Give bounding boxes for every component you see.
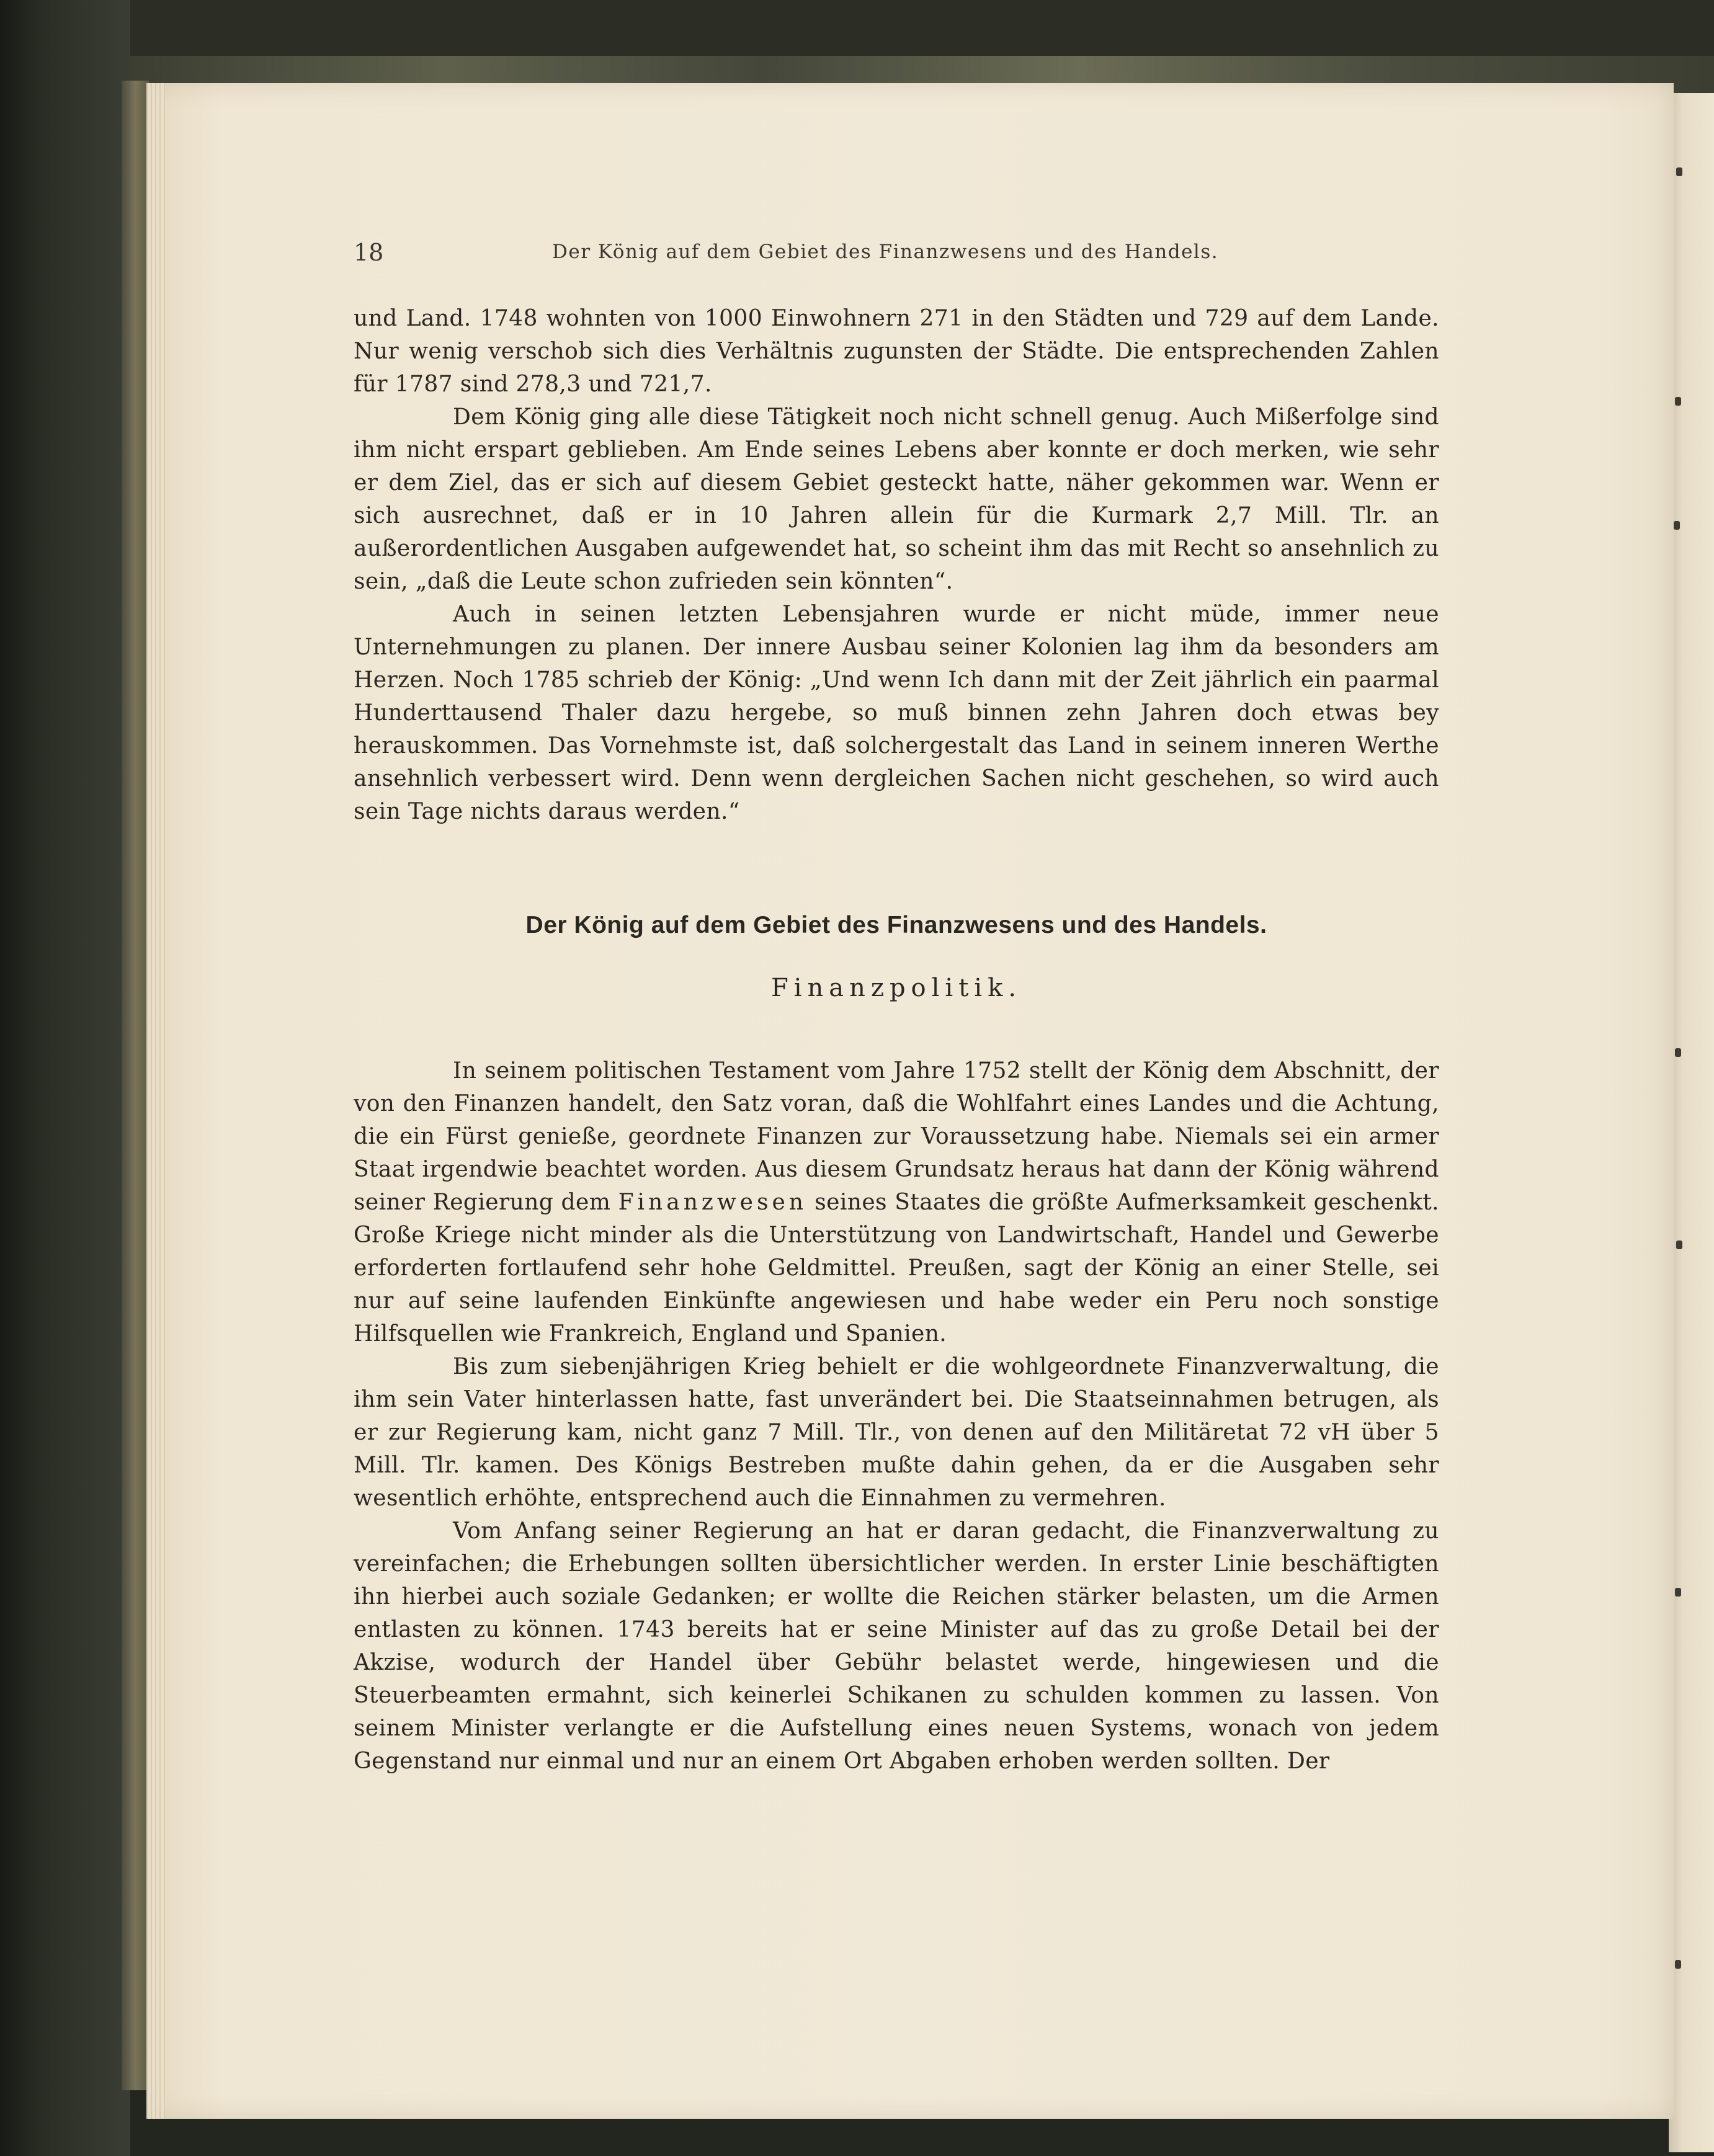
paragraph <box>354 1054 1439 1350</box>
paragraph: Bis zum siebenjährigen Krieg behielt er die wohlgeordnete Finanzverwaltung, die ihm sein Vater hinterlassen hatte, fast unverändert bei. Die Staatseinnahmen betrugen, als er zur Regierung kam, nicht ganz 7 Mill. Tlr., von denen auf den Militäretat 72 vH über 5 Mill. Tlr. kamen. Des Königs Bestreben mußte dahin gehen, da er die Ausgaben sehr wesentlich erhöhte, entsprechend auch die Einnahmen zu vermehren. <box>354 1354 1439 1511</box>
text-section-1 <box>354 302 1439 828</box>
paragraph-text: seines Staates die größte Aufmerksamkeit geschenkt. Große Kriege nicht minder als die Unterstützung von Landwirtschaft, Handel und Gewerbe erforderten fortlaufend sehr hohe Geldmittel. Preußen, sagt der König an einer Stelle, sei nur auf seine laufenden Einkünfte angewiesen und habe weder ein Peru noch sonstige Hilfsquellen wie Frankreich, England und Spanien. <box>354 1190 1439 1347</box>
paragraph-text: In seinem politischen Testament vom Jahre 1752 stellt der König dem Abschnitt, der von den Finanzen handelt, den Satz voran, daß die Wohlfahrt eines Landes und die Achtung, die ein Fürst genieße, geordnete Finanzen zur Voraussetzung habe. Niemals sei ein armer Staat irgendwie beachtet worden. Aus diesem Grundsatz heraus hat dann der König während seiner Regierung dem <box>354 1058 1439 1215</box>
paragraph: Vom Anfang seiner Regierung an hat er daran gedacht, die Finanzverwaltung zu vereinfachen; die Erhebungen sollten übersichtlicher werden. In erster Linie beschäftigten ihn hierbei auch soziale Gedanken; er wollte die Reichen stärker belasten, um die Armen entlasten zu können. 1743 bereits hat er seine Minister auf das zu große Detail bei der Akzise, wodurch der Handel über Gebühr belastet werde, hingewiesen und die Steuerbeamten ermahnt, sich keinerlei Schikanen zu schulden kommen zu lassen. Von seinem Minister verlangte er die Aufstellung eines neuen Systems, wonach von jedem Gegenstand nur einmal und nur an einem Ort Abgaben erhoben werden sollten. Der <box>354 1518 1439 1774</box>
running-header <box>354 239 1439 276</box>
running-title: Der König auf dem Gebiet des Finanzwesens und des Handels. <box>552 241 1219 263</box>
paragraph: Auch in seinen letzten Lebensjahren wurde er nicht müde, immer neue Unternehmungen zu planen. Der innere Ausbau seiner Kolonien lag ihm da besonders am Herzen. Noch 1785 schrieb der König: „Und wenn Ich dann mit der Zeit jährlich ein paarmal Hunderttausend Thaler dazu hergebe, so muß binnen zehn Jahren doch etwas bey herauskommen. Das Vornehmste ist, daß solchergestalt das Land in seinem inneren Werthe ansehnlich verbessert wird. Denn wenn dergleichen Sachen nicht geschehen, so wird auch sein Tage nichts daraus werden.“ <box>354 602 1439 824</box>
text-section-2 <box>354 1054 1439 1778</box>
binding-mark <box>1675 1960 1681 1969</box>
binding-mark <box>1675 397 1681 406</box>
binding-mark <box>1675 1588 1681 1597</box>
binding-mark <box>1675 1048 1681 1057</box>
page-number: 18 <box>354 239 384 266</box>
book-spine-edge <box>122 81 149 2090</box>
section-heading: Der König auf dem Gebiet des Finanzwesens und des Handels. <box>525 912 1267 938</box>
page-gutter <box>146 83 165 2119</box>
paragraph: Dem König ging alle diese Tätigkeit noch nicht schnell genug. Auch Mißerfolge sind ihm nicht erspart geblieben. Am Ende seines Lebens aber konnte er doch merken, wie sehr er dem Ziel, das er sich auf diesem Gebiet gesteckt hatte, näher gekommen war. Wenn er sich ausrechnet, daß er in 10 Jahren allein für die Kurmark 2,7 Mill. Tlr. an außerordentlichen Ausgaben aufgewendet hat, so scheint ihm das mit Recht so ansehnlich zu sein, „daß die Leute schon zufrieden sein könnten“. <box>354 404 1439 594</box>
book-cover-board <box>0 0 130 2156</box>
binding-mark <box>1676 167 1682 176</box>
emphasized-term: Finanzwesen <box>618 1190 807 1215</box>
paragraph: und Land. 1748 wohnten von 1000 Einwohnern 271 in den Städten und 729 auf dem Lande. Nur wenig verschob sich dies Verhältnis zugunsten der Städte. Die entsprechenden Zahlen für 1787 sind 278,3 und 721,7. <box>354 306 1439 397</box>
section-subheading: Finanzpolitik. <box>770 974 1022 1002</box>
binding-mark <box>1674 521 1680 530</box>
binding-mark <box>1676 1241 1682 1249</box>
